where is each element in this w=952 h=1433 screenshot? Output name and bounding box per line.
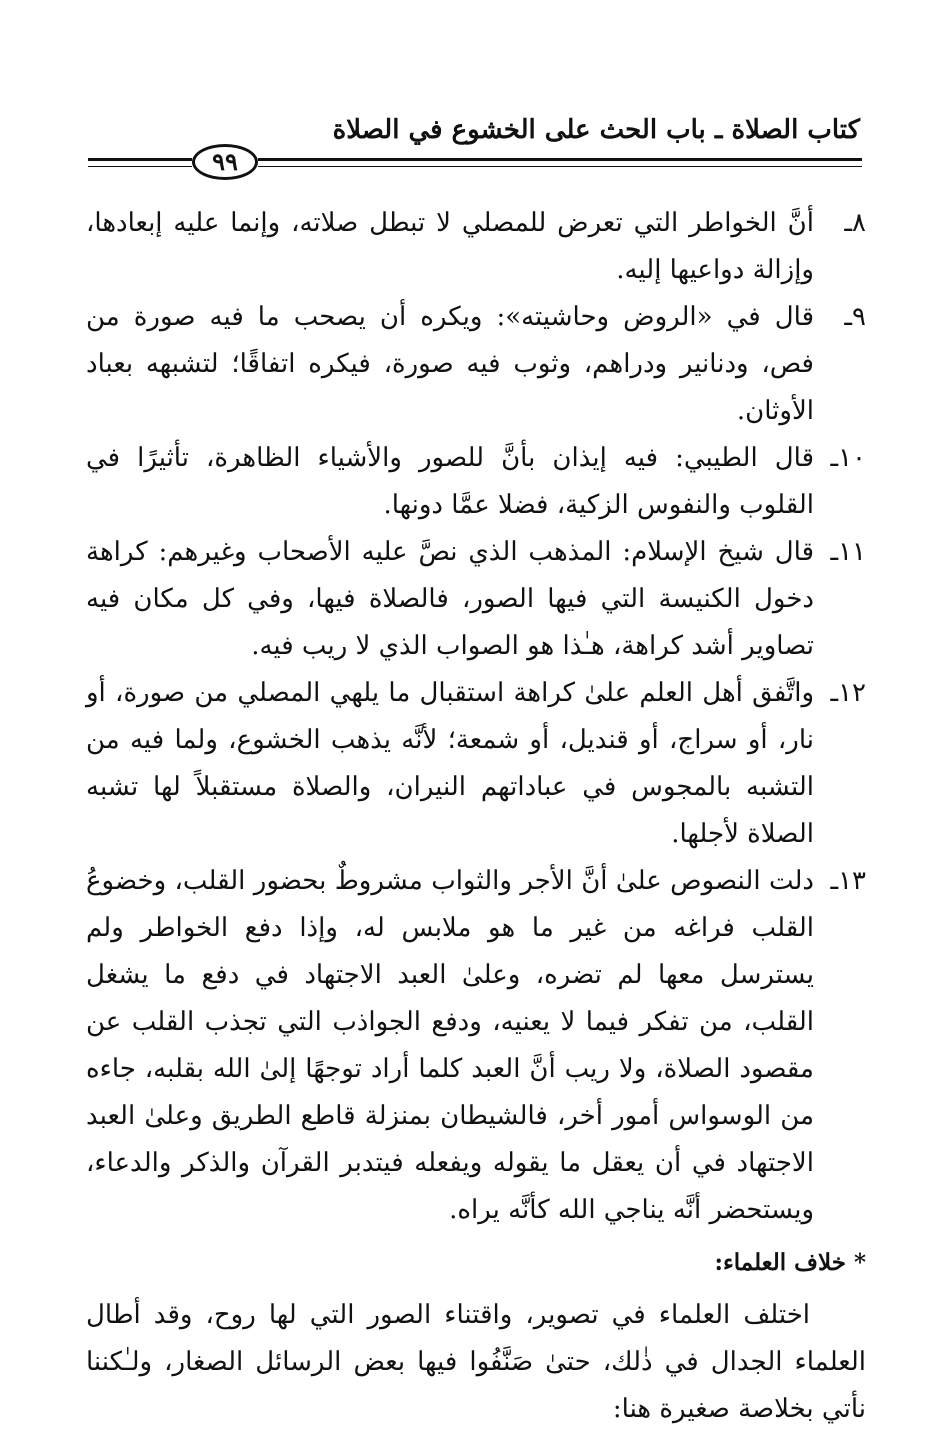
item-number: ١٣ـ <box>830 866 866 896</box>
item-text: دلت النصوص علىٰ أنَّ الأجر والثواب مشروطٌ بحضور القلب، وخضوعُ القلب فراغه من غير ما هو ملابس له، وإذا دفع الخواطر ولم يسترسل معها لم تضره، وعلىٰ العبد الاجتهاد في دفع ما يشغل القلب، من تفكر فيما لا يعنيه، ودفع الجواذب التي تجذب القلب عن مقصود الصلاة، ولا ريب أنَّ العبد كلما أراد توجهًا إلىٰ الله بقلبه، جاءه من الوسواس أمور أخر، فالشيطان بمنزلة قاطع الطريق وعلىٰ العبد الاجتهاد في أن يعقل ما يقوله ويفعله فيتدبر القرآن والذكر والدعاء، ويستحضر أنَّه يناجي الله كأنَّه يراه. <box>86 866 814 1225</box>
header-rule-right <box>258 158 862 161</box>
page-number: ٩٩ <box>192 144 258 180</box>
item-text: أنَّ الخواطر التي تعرض للمصلي لا تبطل صلاته، وإنما عليه إبعادها، وإزالة دواعيها إليه. <box>86 208 814 285</box>
item-number: ١١ـ <box>830 537 866 567</box>
body-text <box>86 200 866 1433</box>
list-item <box>86 294 866 435</box>
list-item <box>86 858 866 1234</box>
item-text: واتَّفق أهل العلم علىٰ كراهة استقبال ما يلهي المصلي من صورة، أو نار، أو سراج، أو قنديل، أو شمعة؛ لأنَّه يذهب الخشوع، ولما فيه من التشبه بالمجوس في عباداتهم النيران، والصلاة مستقبلاً لها تشبه الصلاة لأجلها. <box>86 678 814 849</box>
header-rule-left <box>88 158 192 161</box>
item-number: ٨ـ <box>844 208 866 238</box>
header-rule-right-thin <box>258 166 862 167</box>
item-text: قال في «الروض وحاشيته»: ويكره أن يصحب ما فيه صورة من فص، ودنانير ودراهم، وثوب فيه صورة، فيكره اتفاقًا؛ لتشبهه بعباد الأوثان. <box>86 302 814 426</box>
header-rule-left-thin <box>88 166 192 167</box>
item-text: قال الطيبي: فيه إيذان بأنَّ للصور والأشياء الظاهرة، تأثيرًا في القلوب والنفوس الزكية، فضلا عمَّا دونها. <box>86 443 814 520</box>
running-head: كتاب الصلاة ـ باب الحث على الخشوع في الصلاة <box>332 115 860 145</box>
list-item <box>86 670 866 858</box>
item-number: ١٢ـ <box>830 678 866 708</box>
section-paragraph: اختلف العلماء في تصوير، واقتناء الصور التي لها روح، وقد أطال العلماء الجدال في ذٰلك، حتىٰ صَنَّفُوا فيها بعض الرسائل الصغار، ولـٰكننا نأتي بخلاصة صغيرة هنا: <box>86 1300 866 1424</box>
list-item <box>86 200 866 294</box>
item-text: قال شيخ الإسلام: المذهب الذي نصَّ عليه الأصحاب وغيرهم: كراهة دخول الكنيسة التي فيها الصور، فالصلاة فيها، وفي كل مكان فيه تصاوير أشد كراهة، هـٰذا هو الصواب الذي لا ريب فيه. <box>86 537 814 661</box>
item-number: ٩ـ <box>844 302 866 332</box>
list-item <box>86 529 866 670</box>
section-heading: * خلاف العلماء: <box>714 1249 866 1276</box>
list-item <box>86 435 866 529</box>
item-number: ١٠ـ <box>830 443 866 473</box>
